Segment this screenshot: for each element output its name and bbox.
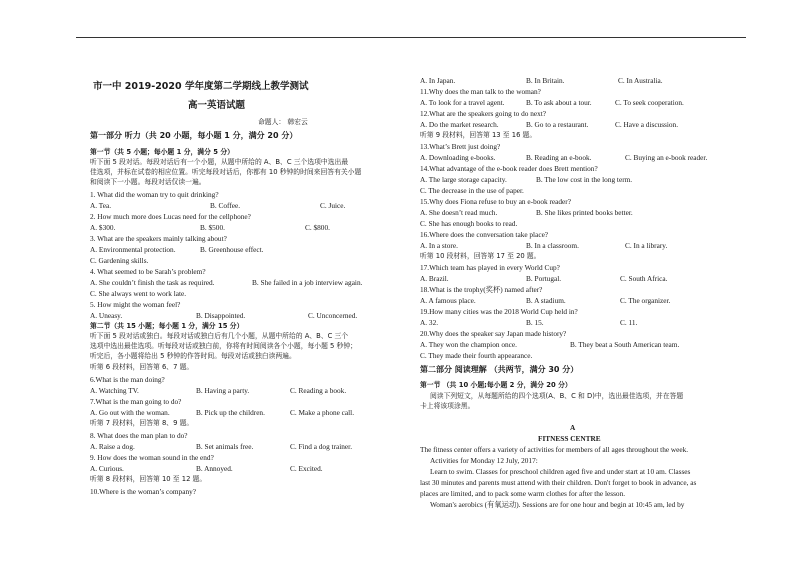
q19-option-a: A. 32.	[420, 318, 439, 327]
sec2-title: 第二节（共 15 小题；每小题 1 分，满分 15 分）	[90, 322, 244, 330]
question-13: 13.What’s Brett just doing?	[420, 142, 501, 151]
question-2: 2. How much more does Lucas need for the cellphone?	[90, 212, 251, 221]
q9-option-c: C. Excited.	[290, 464, 323, 473]
q17-option-a: A. Brazil.	[420, 274, 449, 283]
q14-option-b: B. The low cost in the long term.	[536, 175, 633, 184]
sec2-inst: 听完后，各小题将给出 5 秒钟的作答时间。每段对话或独白读两遍。	[90, 352, 296, 360]
q17-option-b: B. Portugal.	[526, 274, 562, 283]
q18-options	[420, 296, 720, 306]
q10-option-c: C. In Australia.	[618, 76, 663, 85]
part1-title: 第一部分 听力（共 20 小题，每小题 1 分，满分 20 分）	[90, 131, 298, 140]
top-rule	[76, 37, 746, 38]
q3-option-c: C. Gardening skills.	[90, 256, 149, 265]
q14-option-a: A. The large storage capacity.	[420, 175, 507, 184]
q1-options	[90, 201, 390, 211]
q6-option-c: C. Reading a book.	[290, 386, 347, 395]
q1-option-c: C. Juice.	[320, 201, 346, 210]
q18-option-c: C. The organizer.	[620, 296, 671, 305]
q5-option-b: B. Disappointed.	[196, 311, 246, 320]
question-16: 16.Where does the conversation take place?	[420, 230, 549, 239]
q8-option-b: B. Set animals free.	[196, 442, 254, 451]
q6-option-b: B. Having a party.	[196, 386, 250, 395]
read-instruction: 听第 6 段材料，回答第 6、7 题。	[90, 363, 194, 371]
sec1-title: 第一节（共 5 小题；每小题 1 分，满分 5 分）	[90, 148, 234, 156]
question-19: 19.How many cities was the 2018 World Cup held in?	[420, 307, 578, 316]
question-6: 6.What is the man doing?	[90, 375, 165, 384]
q3-option-a: A. Environmental protection.	[90, 245, 176, 254]
question-10: 10.Where is the woman’s company?	[90, 487, 196, 496]
q15-option-a: A. She doesn’t read much.	[420, 208, 498, 217]
read-instruction: 听第 8 段材料，回答第 10 至 12 题。	[90, 475, 207, 483]
read-instruction: 听第 7 段材料，回答第 8、9 题。	[90, 419, 194, 427]
q7-options	[90, 408, 390, 418]
q19-option-c: C. 11.	[620, 318, 638, 327]
question-3: 3. What are the speakers mainly talking about?	[90, 234, 227, 243]
q20-options	[420, 340, 720, 350]
question-11: 11.Why does the man talk to the woman?	[420, 87, 541, 96]
q7-option-b: B. Pick up the children.	[196, 408, 265, 417]
q9-option-b: B. Annoyed.	[196, 464, 233, 473]
q18-option-a: A. A famous place.	[420, 296, 476, 305]
q11-option-c: C. To seek cooperation.	[615, 98, 684, 107]
q8-options	[90, 442, 390, 452]
q14-option-c: C. The decrease in the use of paper.	[420, 186, 524, 195]
question-14: 14.What advantage of the e-book reader does Brett mention?	[420, 164, 598, 173]
q19-options	[420, 318, 720, 328]
question-1: 1. What did the woman try to quit drinking?	[90, 190, 219, 199]
q13-option-c: C. Buying an e-book reader.	[625, 153, 708, 162]
passage-line: last 30 minutes and parents must attend with their children. Don't forget to book in advance, as	[420, 478, 697, 487]
q3-options	[90, 245, 390, 255]
sec1-inst: 佳选项，并标在试卷的相应位置。听完每段对话后，你都有 10 秒钟的时间来回答有关小题	[90, 168, 362, 176]
question-8: 8. What does the man plan to do?	[90, 431, 188, 440]
q15-option-b: B. She likes printed books better.	[536, 208, 633, 217]
q4-options	[90, 278, 390, 288]
passage-line: Learn to swim. Classes for preschool children aged five and under start at 10 am. Classes	[430, 467, 691, 476]
q15-options	[420, 208, 720, 218]
q14-options	[420, 175, 720, 185]
q7-option-a: A. Go out with the woman.	[90, 408, 170, 417]
reading-sec1-title: 第一节 （共 10 小题;每小题 2 分，满分 20 分）	[420, 381, 572, 389]
reading-inst: 卡上将该项涂黑。	[420, 402, 475, 410]
q2-option-b: B. $500.	[200, 223, 225, 232]
exam-title: 市一中 2019-2020 学年度第二学期线上教学测试	[93, 81, 309, 92]
q2-option-a: A. $300.	[90, 223, 116, 232]
q18-option-b: B. A stadium.	[526, 296, 566, 305]
passage-line: Woman's aerobics (有氧运动). Sessions are for one hour and begin at 10:45 am, led by	[430, 500, 685, 509]
exam-subtitle: 高一英语试题	[188, 100, 246, 111]
passage-line: The fitness center offers a variety of activities for members of all ages throughout the week.	[420, 445, 689, 454]
q13-options	[420, 153, 720, 163]
q12-option-b: B. Go to a restaurant.	[526, 120, 589, 129]
q3-option-b: B. Greenhouse effect.	[200, 245, 264, 254]
q9-options	[90, 464, 390, 474]
q13-option-b: B. Reading an e-book.	[526, 153, 592, 162]
question-12: 12.What are the speakers going to do next?	[420, 109, 547, 118]
q12-options	[420, 120, 720, 130]
q1-option-a: A. Tea.	[90, 201, 112, 210]
q11-option-b: B. To ask about a tour.	[526, 98, 592, 107]
q17-option-c: C. South Africa.	[620, 274, 668, 283]
question-20: 20.Why does the speaker say Japan made history?	[420, 329, 567, 338]
passage-letter: A	[570, 423, 576, 432]
passage-line: Activities for Monday 12 July, 2017:	[430, 456, 538, 465]
exam-author: 命题人： 韩宏云	[258, 118, 308, 126]
q13-option-a: A. Downloading e-books.	[420, 153, 496, 162]
q16-option-c: C. In a library.	[625, 241, 668, 250]
q11-options	[420, 98, 720, 108]
q20-option-c: C. They made their fourth appearance.	[420, 351, 533, 360]
q6-options	[90, 386, 390, 396]
q10-option-a: A. In Japan.	[420, 76, 456, 85]
sec1-inst: 和阅读下一小题。每段对话仅读一遍。	[90, 178, 206, 186]
q7-option-c: C. Make a phone call.	[290, 408, 355, 417]
q11-option-a: A. To look for a travel agent.	[420, 98, 505, 107]
q4-option-a: A. She couldn’t finish the task as required.	[90, 278, 215, 287]
q8-option-c: C. Find a dog trainer.	[290, 442, 353, 451]
q5-option-a: A. Uneasy.	[90, 311, 123, 320]
question-9: 9. How does the woman sound in the end?	[90, 453, 214, 462]
question-18: 18.What is the trophy(奖杯) named after?	[420, 285, 543, 294]
q8-option-a: A. Raise a dog.	[90, 442, 135, 451]
read-instruction: 听第 9 段材料，回答第 13 至 16 题。	[420, 131, 537, 139]
q6-option-a: A. Watching TV.	[90, 386, 139, 395]
q16-options	[420, 241, 720, 251]
question-15: 15.Why does Fiona refuse to buy an e-book reader?	[420, 197, 571, 206]
q16-option-a: A. In a store.	[420, 241, 458, 250]
passage-line: places are limited, and to pack some warm clothes for after the lesson.	[420, 489, 626, 498]
q12-option-a: A. Do the market research.	[420, 120, 499, 129]
q2-option-c: C. $800.	[305, 223, 330, 232]
question-17: 17.Which team has played in every World Cup?	[420, 263, 560, 272]
sec1-inst: 听下面 5 段对话。每段对话后有一个小题，从题中所给的 A、B、C 三个选项中选出最	[90, 158, 349, 166]
q9-option-a: A. Curious.	[90, 464, 124, 473]
q19-option-b: B. 15.	[526, 318, 544, 327]
q20-option-a: A. They won the champion once.	[420, 340, 517, 349]
part2-title: 第二部分 阅读理解 （共两节，满分 30 分）	[420, 365, 579, 374]
sec2-inst: 听下面 5 段对话或独白。每段对话或独白后有几个小题，从题中所给的 A、B、C 三个	[90, 332, 349, 340]
q10-option-b: B. In Britain.	[526, 76, 565, 85]
passage-title: FITNESS CENTRE	[538, 434, 601, 443]
q1-option-b: B. Coffee.	[210, 201, 241, 210]
q15-option-c: C. She has enough books to read.	[420, 219, 518, 228]
sec2-inst: 选项中选出最佳选项。听每段对话或独白前，你将有时间阅读各个小题，每小题 5 秒钟；	[90, 342, 357, 350]
q5-options	[90, 311, 390, 321]
q12-option-c: C. Have a discussion.	[615, 120, 679, 129]
read-instruction: 听第 10 段材料，回答第 17 至 20 题。	[420, 252, 541, 260]
q4-option-c: C. She always went to work late.	[90, 289, 187, 298]
q2-options	[90, 223, 390, 233]
q5-option-c: C. Unconcerned.	[308, 311, 358, 320]
q4-option-b: B. She failed in a job interview again.	[252, 278, 363, 287]
question-5: 5. How might the woman feel?	[90, 300, 181, 309]
q17-options	[420, 274, 720, 284]
question-4: 4. What seemed to be Sarah’s problem?	[90, 267, 206, 276]
q10-options	[420, 76, 720, 86]
q16-option-b: B. In a classroom.	[526, 241, 579, 250]
question-7: 7.What is the man going to do?	[90, 397, 182, 406]
q20-option-b: B. They beat a South American team.	[570, 340, 680, 349]
reading-inst: 阅读下列短文，从每题所给的四个选项(A、B、C 和 D)中，选出最佳选项，并在答题	[430, 392, 684, 400]
